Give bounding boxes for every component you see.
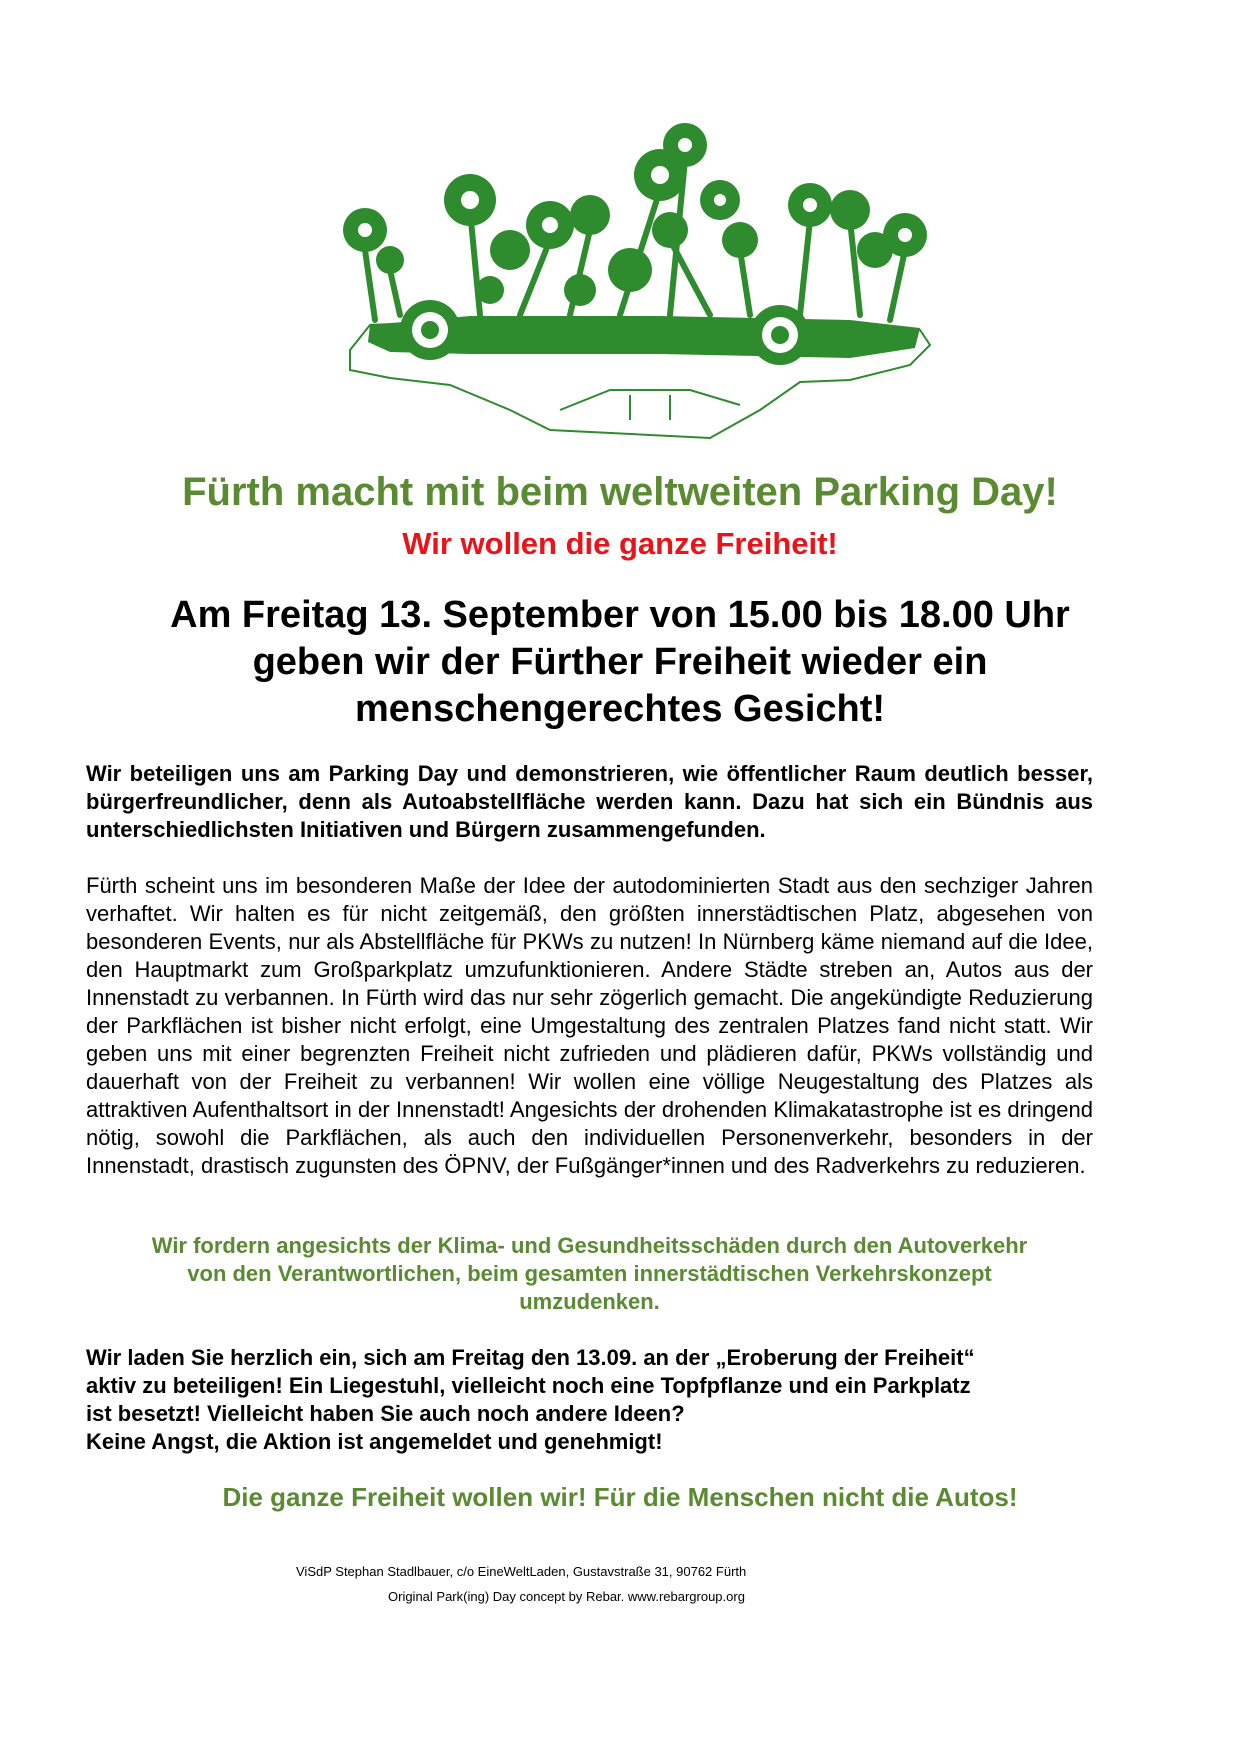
car-with-flowers-illustration xyxy=(330,120,950,450)
credit-line: Original Park(ing) Day concept by Rebar. www.rebargroup.org xyxy=(388,1589,745,1604)
subheadline: Wir wollen die ganze Freiheit! xyxy=(402,526,838,561)
event-line: menschengerechtes Gesicht! xyxy=(354,688,886,730)
imprint: ViSdP Stephan Stadlbauer, c/o EineWeltLaden, Gustavstraße 31, 90762 Fürth xyxy=(296,1564,747,1579)
slogan: Die ganze Freiheit wollen wir! Für die Menschen nicht die Autos! xyxy=(222,1482,1018,1512)
event-line: Am Freitag 13. September von 15.00 bis 18.00 Uhr xyxy=(170,594,1070,636)
body-paragraph: Fürth scheint uns im besonderen Maße der Idee der autodominierten Stadt aus den sechziger Jahren verhaftet. Wir halten es für nicht zeitgemäß, den größten innerstädtischen Platz, abgesehen von besonderen Events, nur als Abstellfläche für PKWs zu nutzen! In Nürnberg käme niemand auf die Idee, den Hauptmarkt zum Großparkplatz umzufunktionieren. Andere Städte streben an, Autos aus der Innenstadt zu verbannen. In Fürth wird das nur sehr zögerlich gemacht. Die angekündigte Reduzierung der Parkflächen ist bisher nicht erfolgt, eine Umgestaltung des zentralen Platzes fand nicht statt. Wir geben uns mit einer begrenzten Freiheit nicht zufrieden und plädieren dafür, PKWs vollständig und dauerhaft von der Freiheit zu verbannen! Wir wollen eine völlige Neugestaltung des Platzes als attraktiven Aufenthaltsort in der Innenstadt! Angesichts der drohenden Klimakatastrophe ist es dringend nötig, sowohl die Parkflächen, als auch den individuellen Personenverkehr, besonders in der Innenstadt, drastisch zugunsten des ÖPNV, der Fußgänger*innen und des Radverkehrs zu reduzieren. xyxy=(86,873,1093,1178)
intro-paragraph: Wir beteiligen uns am Parking Day und demonstrieren, wie öffentlicher Raum deutlich besser, bürgerfreundlicher, denn als Autoabstellfläche werden kann. Dazu hat sich ein Bündnis aus unterschiedlichsten Initiativen und Bürgern zusammengefunden. xyxy=(86,761,1093,842)
invite-line: ist besetzt! Vielleicht haben Sie auch noch andere Ideen? xyxy=(86,1401,685,1426)
event-announcement xyxy=(0,592,1240,733)
headline: Fürth macht mit beim weltweiten Parking Day! xyxy=(182,470,1058,514)
invite-paragraph xyxy=(86,1344,1093,1456)
invite-line: Keine Angst, die Aktion ist angemeldet und genehmigt! xyxy=(86,1429,663,1454)
demand-line: Wir fordern angesichts der Klima- und Gesundheitsschäden durch den Autoverkehr xyxy=(151,1233,1028,1258)
invite-line: aktiv zu beteiligen! Ein Liegestuhl, vielleicht noch eine Topfpflanze und ein Parkplatz xyxy=(86,1373,971,1398)
event-line: geben wir der Fürther Freiheit wieder ein xyxy=(252,641,988,683)
demand-paragraph xyxy=(86,1232,1093,1316)
demand-line: von den Verantwortlichen, beim gesamten innerstädtischen Verkehrskonzept xyxy=(187,1261,992,1286)
demand-line: umzudenken. xyxy=(519,1289,660,1314)
invite-line: Wir laden Sie herzlich ein, sich am Freitag den 13.09. an der „Eroberung der Freiheit“ xyxy=(86,1345,975,1370)
